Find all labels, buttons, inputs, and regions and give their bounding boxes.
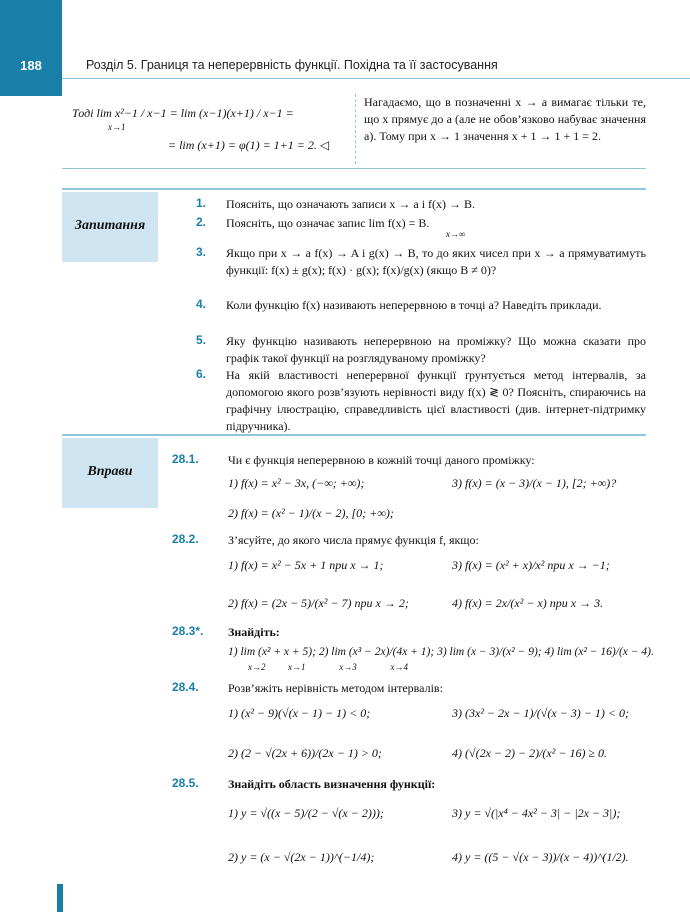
questions-list <box>196 196 650 437</box>
exercise-28-4-number: 28.4. <box>172 680 199 694</box>
question-lim-sub: x→∞ <box>446 229 466 239</box>
exercise-28-2-item-1: 1) f(x) = x² − 5x + 1 при x → 1; <box>228 558 384 572</box>
exercise-28-5-number: 28.5. <box>172 776 199 790</box>
question-text: Яку функцію називають неперервною на проміжку? Що можна сказати про графік такої функції на розглядуваному проміжку? <box>226 334 646 365</box>
exercise-28-1-item-2: 2) f(x) = (x² − 1)/(x − 2), [0; +∞); <box>228 506 394 520</box>
note-divider <box>355 94 356 164</box>
exercise-28-2-item-2: 2) f(x) = (2x − 5)/(x² − 7) при x → 2; <box>228 596 409 610</box>
exercise-28-2-title: З’ясуйте, до якого числа прямує функція f, якщо: <box>228 533 479 547</box>
question-2 <box>196 215 650 245</box>
exercise-28-4-item-1: 1) (x² − 9)(√(x − 1) − 1) < 0; <box>228 706 371 720</box>
example-lim-sub: x→1 <box>108 122 126 132</box>
example-note: Нагадаємо, що в позначенні x → a вимагає тільки те, що x прямує до a (але не обов’язково набуває значення a). Тому при x → 1 значення x + 1 → 1 + 1 = 2. <box>364 95 646 143</box>
question-text: Якщо при x → a f(x) → A і g(x) → B, то до яких чисел при x → a прямуватимуть функції: f(x) ± g(x); f(x) · g(x); f(x)/g(x) (якщо B ≠ 0)? <box>226 246 646 277</box>
exercises-top-rule <box>62 434 646 436</box>
exercise-28-5-item-3: 3) y = √(|x⁴ − 4x² − 3| − |2x − 3|); <box>452 806 621 820</box>
exercise-28-1-number: 28.1. <box>172 452 199 466</box>
exercise-28-5-item-1: 1) y = √((x − 5)/(2 − √(x − 2))); <box>228 806 384 820</box>
question-number: 5. <box>196 333 207 347</box>
exercise-28-5-title: Знайдіть область визначення функції: <box>228 777 436 791</box>
question-4 <box>196 297 650 333</box>
question-number: 3. <box>196 245 207 259</box>
exercise-28-4-item-3: 3) (3x² − 2x − 1)/(√(x − 3) − 1) < 0; <box>452 706 629 720</box>
example-rule <box>62 168 646 169</box>
exercise-28-3-number: 28.3*. <box>172 624 204 638</box>
question-1 <box>196 196 650 215</box>
exercise-28-1-item-1: 1) f(x) = x² − 3x, (−∞; +∞); <box>228 476 365 490</box>
question-5 <box>196 333 650 367</box>
exercise-28-2-item-3: 3) f(x) = (x² + x)/x² при x → −1; <box>452 558 610 572</box>
question-text: На якій властивості неперервної функції ґрунтується метод інтервалів, за допомогою якого розв’язують нерівності виду f(x) ≷ 0? Поясніть, спираючись на графічну ілюстрацію, справедливість цієї властивості (див. інтернет-підтримку підручника). <box>226 368 646 433</box>
exercise-28-4-item-2: 2) (2 − √(2x + 6))/(2x − 1) > 0; <box>228 746 382 760</box>
example-line-1: Тоді lim x²−1 / x−1 = lim (x−1)(x+1) / x−1 = <box>72 106 294 120</box>
exercise-28-4-title: Розв’яжіть нерівність методом інтервалів: <box>228 681 443 695</box>
page-number-band <box>0 0 62 96</box>
question-6 <box>196 367 650 437</box>
exercise-28-1-title: Чи є функція неперервною в кожній точці даного проміжку: <box>228 453 535 467</box>
exercise-28-5-item-4: 4) y = ((5 − √(x − 3))/(x − 4))^(1/2). <box>452 850 629 864</box>
exercise-28-1-item-3: 3) f(x) = (x − 3)/(x − 1), [2; +∞)? <box>452 476 617 490</box>
exercise-28-5-item-2: 2) y = (x − √(2x − 1))^(−1/4); <box>228 850 375 864</box>
running-title: Розділ 5. Границя та неперервність функції. Похідна та її застосування <box>86 58 498 72</box>
exercise-28-2-item-4: 4) f(x) = 2x/(x² − x) при x → 3. <box>452 596 604 610</box>
exercise-28-3-subs: x→2 x→1 x→3 x→4 <box>248 662 408 672</box>
exercise-28-4-item-4: 4) (√(2x − 2) − 2)/(x² − 16) ≥ 0. <box>452 746 608 760</box>
question-text: Поясніть, що означають записи x → a і f(x) → B. <box>226 197 476 211</box>
exercise-28-2-number: 28.2. <box>172 532 199 546</box>
question-3 <box>196 245 650 297</box>
header-rule <box>62 78 690 79</box>
example-line-2: = lim (x+1) = φ(1) = 1+1 = 2. ◁ <box>168 138 330 152</box>
question-text: Поясніть, що означає запис lim f(x) = B. <box>226 216 430 230</box>
question-number: 6. <box>196 367 207 381</box>
question-number: 2. <box>196 215 207 229</box>
exercise-28-3-title: Знайдіть: <box>228 625 280 639</box>
questions-label: Запитання <box>74 218 146 233</box>
question-number: 1. <box>196 196 207 210</box>
question-text: Коли функцію f(x) називають неперервною в точці a? Наведіть приклади. <box>226 298 602 312</box>
question-number: 4. <box>196 297 207 311</box>
exercises-label: Вправи <box>87 464 133 479</box>
page-edge-tab <box>57 884 63 912</box>
exercise-28-3-items: 1) lim (x² + x + 5); 2) lim (x³ − 2x)/(4x + 1); 3) lim (x − 3)/(x² − 9); 4) lim (x² − 16)/(x − 4). <box>228 646 654 658</box>
page-number: 188 <box>20 58 42 73</box>
example-solution <box>72 94 352 164</box>
questions-top-rule <box>62 188 646 190</box>
